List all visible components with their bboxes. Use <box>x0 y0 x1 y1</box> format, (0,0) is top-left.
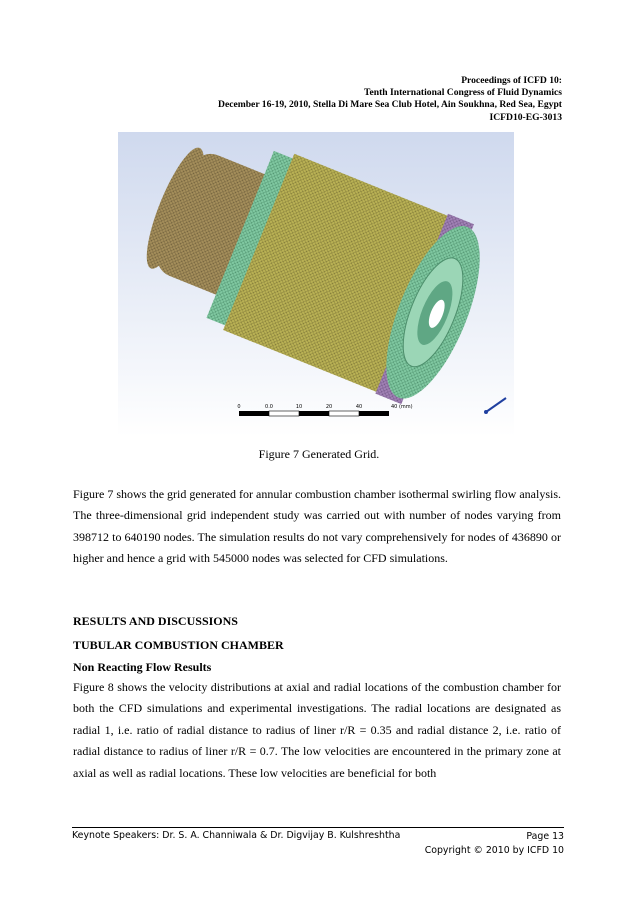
footer-divider <box>72 827 564 828</box>
header-paper-id: ICFD10-EG-3013 <box>489 111 562 123</box>
footer-speakers: Keynote Speakers: Dr. S. A. Channiwala & Dr. Digvijay B. Kulshreshtha <box>72 830 401 841</box>
scale-label-3: 20 <box>325 404 333 410</box>
paragraph-grid-study: Figure 7 shows the grid generated for annular combustion chamber isothermal swirling flow analysis. The three-dimensional grid independent study was carried out with number of nodes varying from 398712 to 640190 nodes. The simulation results do not vary comprehensively for nodes of 436890 or higher and hence a grid with 545000 nodes was selected for CFD simulations. <box>73 487 561 566</box>
scale-label-2: 10 <box>295 404 303 410</box>
figure-7-grid <box>118 132 514 437</box>
heading-tubular: TUBULAR COMBUSTION CHAMBER <box>73 638 284 652</box>
scale-label-5: 40 (mm) <box>391 404 413 410</box>
heading-non-reacting: Non Reacting Flow Results <box>73 660 212 674</box>
scale-label-1: 0.0 <box>265 404 273 410</box>
grid-mesh-image <box>118 132 514 437</box>
scale-label-4: 40 <box>355 404 363 410</box>
heading-results: RESULTS AND DISCUSSIONS <box>73 614 238 628</box>
footer-right <box>425 830 564 858</box>
paragraph-velocity: Figure 8 shows the velocity distributions at axial and radial locations of the combustion chamber for both the CFD simulations and experimental investigations. The radial locations are designated as radial 1, i.e. ratio of radial distance to radius of liner r/R = 0.35 and radial distance 2, i.e. ratio of radial distance to radius of liner r/R = 0.7. The low velocities are encountered in the primary zone at axial as well as radial locations. These low velocities are beneficial for both <box>73 680 561 780</box>
header-proceedings: Proceedings of ICFD 10: <box>461 75 562 86</box>
page-header <box>82 75 562 124</box>
page-number: Page 13 <box>526 831 564 842</box>
header-dates-venue: December 16-19, 2010, Stella Di Mare Sea Club Hotel, Ain Soukhna, Red Sea, Egypt <box>218 99 562 111</box>
scale-label-0: 0 <box>237 404 241 410</box>
header-congress: Tenth International Congress of Fluid Dynamics <box>363 87 562 99</box>
figure-caption: Figure 7 Generated Grid. <box>258 447 380 461</box>
copyright: Copyright © 2010 by ICFD 10 <box>424 845 564 856</box>
